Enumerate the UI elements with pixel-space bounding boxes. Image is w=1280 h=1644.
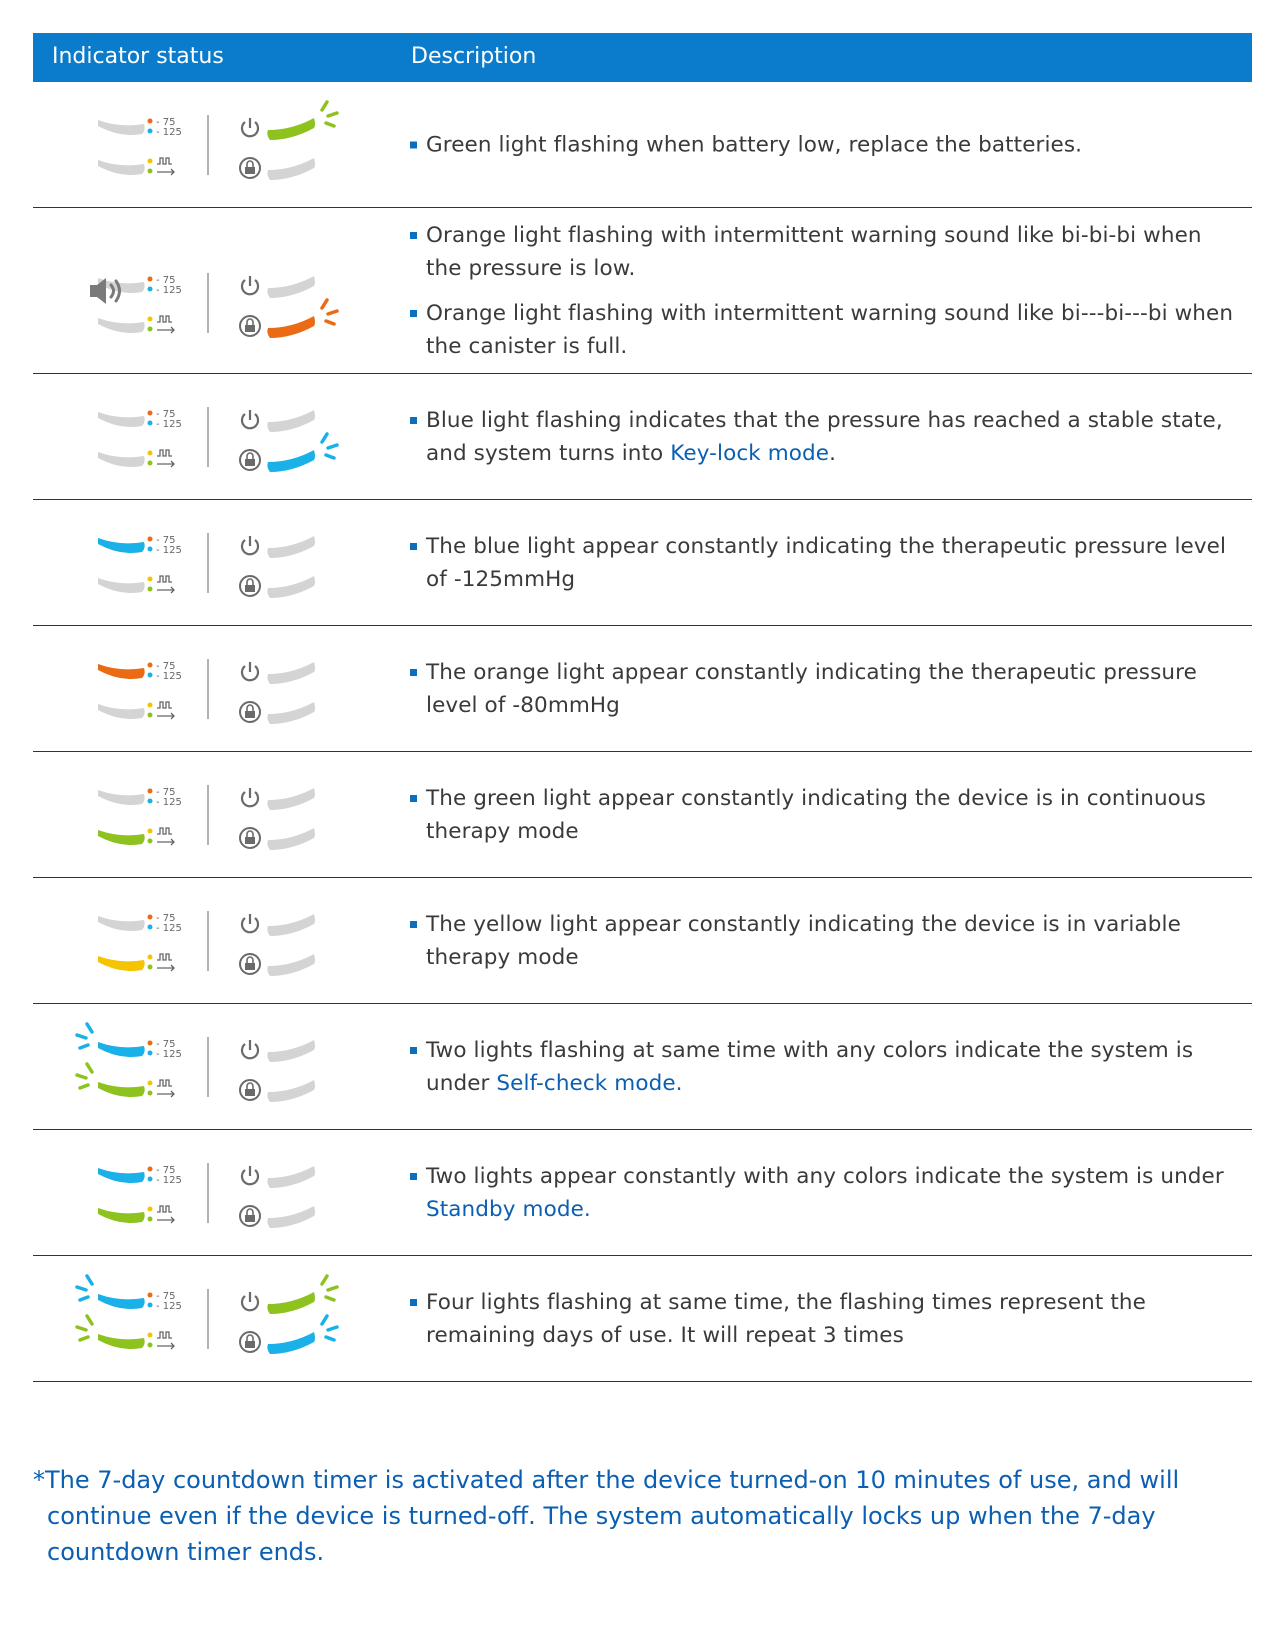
light-bottom-left [98,1334,145,1349]
footnote-line: continue even if the device is turned-off. The system automatically locks up when the 7-day [47,1502,1156,1530]
row-description [410,404,1244,470]
indicator-graphic [88,402,348,472]
indicator-graphic [88,780,348,850]
bullet-item: Green light flashing when battery low, replace the batteries. [410,128,1244,161]
table-row [33,1130,1252,1256]
light-bottom-right [267,954,315,976]
light-bottom-right [267,158,315,180]
table-header [33,33,1252,82]
indicator-panel [33,626,403,751]
pressure-75-label: - 75 [156,408,176,420]
flash-rays-icon [322,102,337,126]
bullet-item: The green light appear constantly indicating the device is in continuous therapy mode [410,782,1244,848]
row-description [410,219,1244,363]
light-bottom-right [267,1080,315,1102]
row-description [410,128,1244,161]
flash-rays-icon [77,1316,92,1340]
mode-pulse-icon [148,1206,175,1223]
power-icon [242,1292,258,1310]
light-bottom-left [98,578,145,593]
row-description [410,1286,1244,1352]
pressure-125-label: - 125 [156,796,182,808]
power-icon [242,276,258,294]
bullet-item: Orange light flashing with intermittent warning sound like bi---bi---bi when the canister is full. [410,297,1244,363]
light-top-right [267,410,315,432]
table-row [33,1256,1252,1382]
table-row [33,374,1252,500]
pressure-125-label: - 125 [156,1174,182,1186]
indicator-panel [33,1130,403,1255]
bullet-item: The blue light appear constantly indicating the therapeutic pressure level of -125mmHg [410,530,1244,596]
pressure-75-label: - 75 [156,912,176,924]
pressure-75-label: - 75 [156,786,176,798]
indicator-graphic [88,1032,348,1102]
power-icon [242,1166,258,1184]
light-top-left [98,538,145,553]
light-top-right [267,1040,315,1062]
row-description [410,530,1244,596]
light-top-right [267,1292,315,1314]
indicator-graphic [88,654,348,724]
lock-icon [240,702,260,722]
pressure-75-label: - 75 [156,534,176,546]
light-top-right [267,276,315,298]
mode-pulse-icon [148,954,175,971]
pressure-75-label: - 75 [156,1038,176,1050]
light-bottom-left [98,1208,145,1223]
header-indicator-status: Indicator status [52,44,224,69]
mode-pulse-icon [148,450,175,467]
lock-icon [240,158,260,178]
footnote-line: *The 7-day countdown timer is activated after the device turned-on 10 minutes of use, and will [33,1466,1180,1494]
lock-icon [240,1080,260,1100]
table-row [33,500,1252,626]
light-bottom-right [267,702,315,724]
lock-icon [240,828,260,848]
bullet-item: Four lights flashing at same time, the flashing times represent the remaining days of use. It will repeat 3 times [410,1286,1244,1352]
power-icon [242,536,258,554]
light-bottom-left [98,1082,145,1097]
row-description [410,656,1244,722]
indicator-panel [33,500,403,625]
power-icon [242,788,258,806]
pressure-125-label: - 125 [156,922,182,934]
light-bottom-right [267,828,315,850]
speaker-icon [88,275,128,307]
footnote [33,1462,1252,1570]
power-icon [242,410,258,428]
pressure-125-label: - 125 [156,1048,182,1060]
light-top-left [98,120,145,135]
light-top-left [98,790,145,805]
indicator-panel [33,208,403,373]
light-bottom-left [98,160,145,175]
self-check-mode-link: Self-check mode. [496,1070,683,1096]
power-icon [242,1040,258,1058]
power-icon [242,118,258,136]
table-row [33,626,1252,752]
flash-rays-icon [322,434,337,458]
pressure-125-label: - 125 [156,670,182,682]
light-top-right [267,536,315,558]
light-top-left [98,664,145,679]
indicator-panel [33,374,403,499]
table-row [33,1004,1252,1130]
standby-mode-link: Standby mode. [426,1196,591,1222]
light-bottom-right [267,450,315,472]
pressure-75-label: - 75 [156,1164,176,1176]
flash-rays-icon [322,300,337,324]
light-top-left [98,1042,145,1057]
mode-pulse-icon [148,828,175,845]
flash-rays-icon [77,1024,92,1048]
bullet-text: Blue light flashing indicates that the pressure has reached a stable state, and system turns into [426,407,1223,466]
indicator-graphic [88,1158,348,1228]
flash-rays-icon [322,1316,337,1340]
bullet-item: The orange light appear constantly indicating the therapeutic pressure level of -80mmHg [410,656,1244,722]
row-description [410,1160,1244,1226]
light-bottom-left [98,318,145,333]
light-bottom-right [267,1332,315,1354]
pressure-75-125-icon [148,117,182,138]
light-bottom-left [98,830,145,845]
table-row [33,752,1252,878]
pressure-75-125-icon [148,1291,182,1312]
light-bottom-left [98,452,145,467]
indicator-panel [33,752,403,877]
footnote-line: countdown timer ends. [47,1538,325,1566]
bullet-item: Orange light flashing with intermittent warning sound like bi-bi-bi when the pressure is low. [410,219,1244,285]
pressure-75-label: - 75 [156,660,176,672]
row-description [410,782,1244,848]
light-bottom-right [267,1206,315,1228]
bullet-item: The yellow light appear constantly indicating the device is in variable therapy mode [410,908,1244,974]
light-top-left [98,916,145,931]
light-top-right [267,914,315,936]
indicator-panel [33,1256,403,1381]
row-description [410,908,1244,974]
light-bottom-right [267,316,315,338]
pressure-75-label: - 75 [156,274,176,286]
lock-icon [240,954,260,974]
pressure-75-125-icon [148,787,182,808]
pressure-125-label: - 125 [156,284,182,296]
row-description [410,1034,1244,1100]
indicator-graphic [88,1284,348,1354]
power-icon [242,662,258,680]
key-lock-mode-link: Key-lock mode [670,440,830,466]
table-row [33,878,1252,1004]
table-row [33,208,1252,374]
mode-pulse-icon [148,316,175,333]
pressure-125-label: - 125 [156,126,182,138]
light-bottom-left [98,704,145,719]
lock-icon [240,450,260,470]
bullet-item [410,1034,1244,1100]
pressure-75-125-icon [148,1039,182,1060]
indicator-table [33,33,1252,1382]
indicator-graphic [88,906,348,976]
pressure-75-125-icon [148,1165,182,1186]
light-bottom-right [267,576,315,598]
pressure-125-label: - 125 [156,418,182,430]
pressure-75-label: - 75 [156,116,176,128]
light-top-left [98,412,145,427]
indicator-panel [33,82,403,207]
bullet-text: Two lights flashing at same time with any colors indicate the system is under [426,1037,1194,1096]
flash-rays-icon [77,1276,92,1300]
mode-pulse-icon [148,1080,175,1097]
lock-icon [240,316,260,336]
pressure-75-125-icon [148,661,182,682]
pressure-75-125-icon [148,275,182,296]
light-top-right [267,788,315,810]
indicator-panel [33,1004,403,1129]
mode-pulse-icon [148,158,175,175]
pressure-75-label: - 75 [156,1290,176,1302]
light-top-right [267,1166,315,1188]
light-top-left [98,1294,145,1309]
header-description: Description [411,44,537,69]
power-icon [242,914,258,932]
flash-rays-icon [322,1276,337,1300]
indicator-panel [33,878,403,1003]
bullet-item [410,1160,1244,1226]
pressure-125-label: - 125 [156,1300,182,1312]
mode-pulse-icon [148,702,175,719]
mode-pulse-icon [148,1332,175,1349]
bullet-item [410,404,1244,470]
lock-icon [240,1206,260,1226]
indicator-graphic [88,110,348,180]
pressure-75-125-icon [148,535,182,556]
lock-icon [240,1332,260,1352]
light-bottom-left [98,956,145,971]
light-top-left [98,1168,145,1183]
indicator-graphic [88,528,348,598]
light-top-right [267,118,315,140]
bullet-text-end: . [829,440,837,466]
lock-icon [240,576,260,596]
flash-rays-icon [77,1064,92,1088]
pressure-75-125-icon [148,409,182,430]
mode-pulse-icon [148,576,175,593]
table-row [33,82,1252,208]
light-top-right [267,662,315,684]
pressure-125-label: - 125 [156,544,182,556]
bullet-text: Two lights appear constantly with any colors indicate the system is under [426,1163,1224,1189]
pressure-75-125-icon [148,913,182,934]
